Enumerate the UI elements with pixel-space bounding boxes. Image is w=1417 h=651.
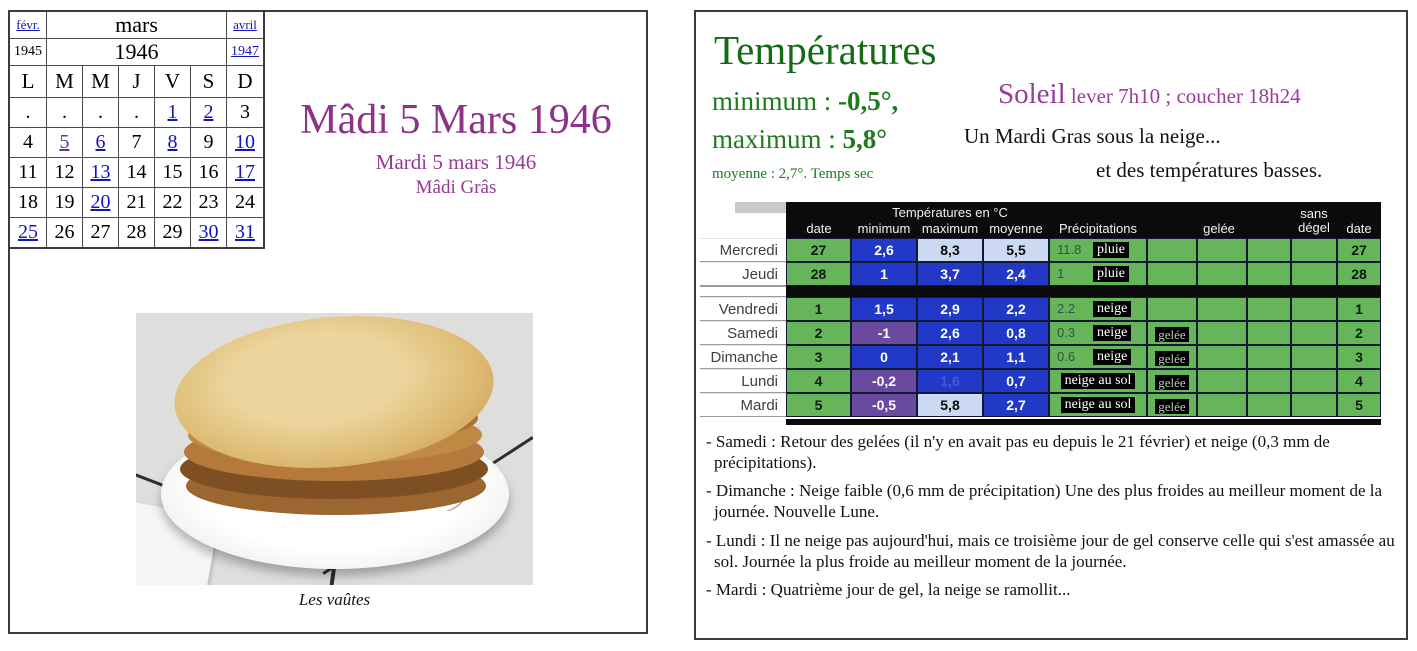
header-precipitations: Précipitations <box>1058 221 1138 236</box>
calendar-prev-year: 1945 <box>9 39 47 66</box>
cell-empty <box>1197 238 1247 262</box>
precip-badge: neige au sol <box>1061 397 1136 413</box>
weather-row <box>700 262 1381 286</box>
left-panel <box>8 10 648 634</box>
cell-date-right: 2 <box>1337 321 1381 345</box>
calendar-day-cell[interactable]: 8 <box>155 128 191 158</box>
calendar-prev-month-link[interactable]: févr. <box>9 11 47 39</box>
calendar-month-title: mars <box>47 11 227 39</box>
cell-gelee <box>1147 321 1197 345</box>
cell-maximum: 2,1 <box>917 345 983 369</box>
page-subtitle: Mardi 5 mars 1946 <box>375 150 537 175</box>
cell-date: 5 <box>786 393 851 417</box>
temperature-moyenne: moyenne : 2,7°. Temps sec <box>712 166 874 182</box>
headline-line1: Un Mardi Gras sous la neige... <box>964 124 1221 148</box>
calendar-day-cell[interactable]: 13 <box>83 158 119 188</box>
calendar-day-cell: 22 <box>155 188 191 218</box>
cell-moyenne: 2,4 <box>983 262 1049 286</box>
calendar-next-year-link[interactable]: 1947 <box>227 39 265 66</box>
date-title-block <box>250 98 662 199</box>
calendar-day-header: S <box>191 66 227 98</box>
calendar-day-cell: 24 <box>227 188 265 218</box>
precip-badge: neige <box>1093 325 1131 341</box>
cell-sans-degel <box>1291 369 1337 393</box>
calendar-day-cell: 12 <box>47 158 83 188</box>
precip-badge: pluie <box>1093 242 1129 258</box>
photo-caption: Les vaûtes <box>298 590 371 609</box>
max-label: maximum : <box>712 124 843 154</box>
cell-gelee <box>1147 297 1197 321</box>
calendar-day-cell[interactable]: 2 <box>191 98 227 128</box>
weather-table <box>700 202 1381 428</box>
calendar-day-header: M <box>83 66 119 98</box>
cell-date-right: 27 <box>1337 238 1381 262</box>
cell-moyenne: 5,5 <box>983 238 1049 262</box>
weather-day-label: Dimanche <box>700 345 786 369</box>
calendar-day-cell: 23 <box>191 188 227 218</box>
precip-badge: neige <box>1093 301 1131 317</box>
weather-day-label: Lundi <box>700 369 786 393</box>
daily-notes <box>702 432 1399 609</box>
cell-sans-degel <box>1291 345 1337 369</box>
weather-row <box>700 321 1381 345</box>
header-degel: dégel <box>1298 220 1330 235</box>
cell-date: 28 <box>786 262 851 286</box>
cell-empty <box>1197 369 1247 393</box>
weather-row <box>700 297 1381 321</box>
calendar-day-cell: 29 <box>155 218 191 249</box>
gelee-badge: gelée <box>1155 399 1188 414</box>
cell-maximum: 1,6 <box>917 369 983 393</box>
calendar-day-header: V <box>155 66 191 98</box>
cell-precipitations <box>1049 321 1147 345</box>
temperature-maximum <box>712 124 887 155</box>
cell-date: 1 <box>786 297 851 321</box>
calendar-day-cell[interactable]: 17 <box>227 158 265 188</box>
cell-gelee <box>1147 262 1197 286</box>
calendar-day-headers <box>9 66 264 98</box>
calendar-day-cell: 3 <box>227 98 265 128</box>
soleil-times: lever 7h10 ; coucher 18h24 <box>1065 84 1301 108</box>
cell-sans-degel <box>1291 393 1337 417</box>
calendar-weeks <box>9 98 264 249</box>
cell-sans-degel <box>1291 262 1337 286</box>
cell-empty <box>1247 238 1291 262</box>
header-date: date <box>806 221 832 236</box>
gelee-badge: gelée <box>1155 375 1188 390</box>
gelee-badge: gelée <box>1155 327 1188 342</box>
weather-day-label: Mardi <box>700 393 786 417</box>
calendar-day-cell[interactable]: 30 <box>191 218 227 249</box>
calendar-day-cell[interactable]: 31 <box>227 218 265 249</box>
month-separator <box>700 286 1381 297</box>
weather-table-header <box>786 202 1381 238</box>
precip-badge: neige au sol <box>1061 373 1136 389</box>
weather-row <box>700 369 1381 393</box>
precip-value: 11.8 <box>1057 242 1082 257</box>
cell-moyenne: 2,2 <box>983 297 1049 321</box>
max-value: 5,8° <box>842 124 888 154</box>
calendar-day-header: L <box>9 66 47 98</box>
min-value: -0,5°, <box>838 86 899 116</box>
cell-precipitations <box>1049 297 1147 321</box>
cell-moyenne: 0,7 <box>983 369 1049 393</box>
page-subtitle-patois: Mâdi Grâs <box>415 177 497 199</box>
note-paragraph: - Lundi : Il ne neige pas aujourd'hui, mais ce troisième jour de gel conserve celle qui s'est amassée au sol. Journée la plus froide au meilleur moment de la journée. <box>706 530 1395 571</box>
calendar-day-cell: 9 <box>191 128 227 158</box>
precip-value: 2.2 <box>1057 301 1076 316</box>
weather-table-rows <box>700 238 1381 417</box>
calendar-day-cell[interactable]: 6 <box>83 128 119 158</box>
cell-date-right: 5 <box>1337 393 1381 417</box>
cell-sans-degel <box>1291 321 1337 345</box>
calendar-day-cell: 19 <box>47 188 83 218</box>
header-maximum: maximum <box>921 221 979 236</box>
calendar-day-cell: . <box>47 98 83 128</box>
cell-sans-degel <box>1291 238 1337 262</box>
calendar-day-cell[interactable]: 5 <box>47 128 83 158</box>
cell-date-right: 1 <box>1337 297 1381 321</box>
calendar-day-cell[interactable]: 10 <box>227 128 265 158</box>
header-date-right: date <box>1346 221 1372 236</box>
cell-empty <box>1247 369 1291 393</box>
weather-day-label: Samedi <box>700 321 786 345</box>
cell-precipitations <box>1049 369 1147 393</box>
cell-empty <box>1247 321 1291 345</box>
weather-row <box>700 345 1381 369</box>
cell-date: 2 <box>786 321 851 345</box>
calendar-day-cell: 28 <box>119 218 155 249</box>
calendar-year-title: 1946 <box>47 39 227 66</box>
photo-vautes <box>136 313 533 585</box>
note-paragraph: - Samedi : Retour des gelées (il n'y en avait pas eu depuis le 21 février) et neige (0,3 mm de précipitations). <box>706 432 1330 472</box>
calendar-day-cell: 26 <box>47 218 83 249</box>
calendar-day-cell: 21 <box>119 188 155 218</box>
cell-minimum: -0,2 <box>851 369 917 393</box>
cell-minimum: 1,5 <box>851 297 917 321</box>
cell-empty <box>1247 393 1291 417</box>
cell-date: 3 <box>786 345 851 369</box>
right-panel <box>694 10 1408 640</box>
cell-moyenne: 1,1 <box>983 345 1049 369</box>
cell-maximum: 5,8 <box>917 393 983 417</box>
note-paragraph: - Mardi : Quatrième jour de gel, la neige se ramollit... <box>706 580 1071 600</box>
min-label: minimum : <box>712 86 839 116</box>
precip-badge: pluie <box>1093 266 1129 282</box>
precip-value: 0.6 <box>1057 349 1076 364</box>
cell-empty <box>1197 297 1247 321</box>
calendar-day-cell: . <box>83 98 119 128</box>
gelee-badge: gelée <box>1155 351 1188 366</box>
calendar-day-cell: 14 <box>119 158 155 188</box>
calendar-day-header: J <box>119 66 155 98</box>
cell-minimum: 2,6 <box>851 238 917 262</box>
cell-empty <box>1247 262 1291 286</box>
cell-maximum: 2,9 <box>917 297 983 321</box>
weather-day-label: Mercredi <box>700 238 786 262</box>
precip-badge: neige <box>1093 349 1131 365</box>
cell-maximum: 2,6 <box>917 321 983 345</box>
calendar-day-cell: 18 <box>9 188 47 218</box>
calendar-day-cell: 27 <box>83 218 119 249</box>
cell-precipitations <box>1049 393 1147 417</box>
note-paragraph: - Dimanche : Neige faible (0,6 mm de précipitation) Une des plus froides au meilleur moment de la journée. Nouvelle Lune. <box>706 481 1383 522</box>
soleil-label: Soleil <box>998 78 1066 110</box>
cell-minimum: -0,5 <box>851 393 917 417</box>
cell-gelee <box>1147 238 1197 262</box>
cell-minimum: -1 <box>851 321 917 345</box>
calendar-day-header: M <box>47 66 83 98</box>
cell-date: 4 <box>786 369 851 393</box>
header-minimum: minimum <box>857 221 911 236</box>
cell-precipitations <box>1049 262 1147 286</box>
calendar-day-cell: 4 <box>9 128 47 158</box>
cell-moyenne: 0,8 <box>983 321 1049 345</box>
cell-empty <box>1247 297 1291 321</box>
temperature-minimum <box>712 86 898 117</box>
cell-empty <box>1197 393 1247 417</box>
cell-empty <box>1197 262 1247 286</box>
cell-empty <box>1197 321 1247 345</box>
calendar-day-header: D <box>227 66 265 98</box>
cell-precipitations <box>1049 345 1147 369</box>
cell-date-right: 28 <box>1337 262 1381 286</box>
cell-minimum: 1 <box>851 262 917 286</box>
table-corner-box <box>735 202 790 213</box>
weather-row <box>700 238 1381 262</box>
calendar <box>8 10 265 249</box>
weather-table-footer-band <box>786 419 1381 425</box>
weather-day-label: Jeudi <box>700 262 786 286</box>
cell-precipitations <box>1049 238 1147 262</box>
cell-date-right: 4 <box>1337 369 1381 393</box>
precip-value: 0.3 <box>1057 325 1076 340</box>
calendar-day-cell: 16 <box>191 158 227 188</box>
weather-day-label: Vendredi <box>700 297 786 321</box>
calendar-day-cell[interactable]: 1 <box>155 98 191 128</box>
temperatures-heading: Températures <box>714 27 937 73</box>
cell-maximum: 8,3 <box>917 238 983 262</box>
cell-gelee <box>1147 369 1197 393</box>
headline-line2: et des températures basses. <box>1096 158 1323 182</box>
cell-empty <box>1197 345 1247 369</box>
header-gelee: gelée <box>1203 221 1235 236</box>
precip-value: 1 <box>1057 266 1065 281</box>
header-sans: sans <box>1300 206 1328 221</box>
cell-gelee <box>1147 345 1197 369</box>
cell-gelee <box>1147 393 1197 417</box>
calendar-day-cell: . <box>9 98 47 128</box>
cell-date-right: 3 <box>1337 345 1381 369</box>
cell-maximum: 3,7 <box>917 262 983 286</box>
cell-moyenne: 2,7 <box>983 393 1049 417</box>
header-temp-group: Températures en °C <box>892 205 1008 220</box>
cell-minimum: 0 <box>851 345 917 369</box>
cell-empty <box>1247 345 1291 369</box>
calendar-next-month-link[interactable]: avril <box>227 11 265 39</box>
calendar-day-cell: 15 <box>155 158 191 188</box>
header-moyenne: moyenne <box>989 221 1043 236</box>
weather-row <box>700 393 1381 417</box>
calendar-day-cell[interactable]: 25 <box>9 218 47 249</box>
soleil-line <box>998 78 1301 111</box>
calendar-day-cell: . <box>119 98 155 128</box>
calendar-day-cell: 7 <box>119 128 155 158</box>
cell-date: 27 <box>786 238 851 262</box>
calendar-day-cell: 11 <box>9 158 47 188</box>
cell-sans-degel <box>1291 297 1337 321</box>
calendar-day-cell[interactable]: 20 <box>83 188 119 218</box>
page-title: Mâdi 5 Mars 1946 <box>300 97 612 143</box>
